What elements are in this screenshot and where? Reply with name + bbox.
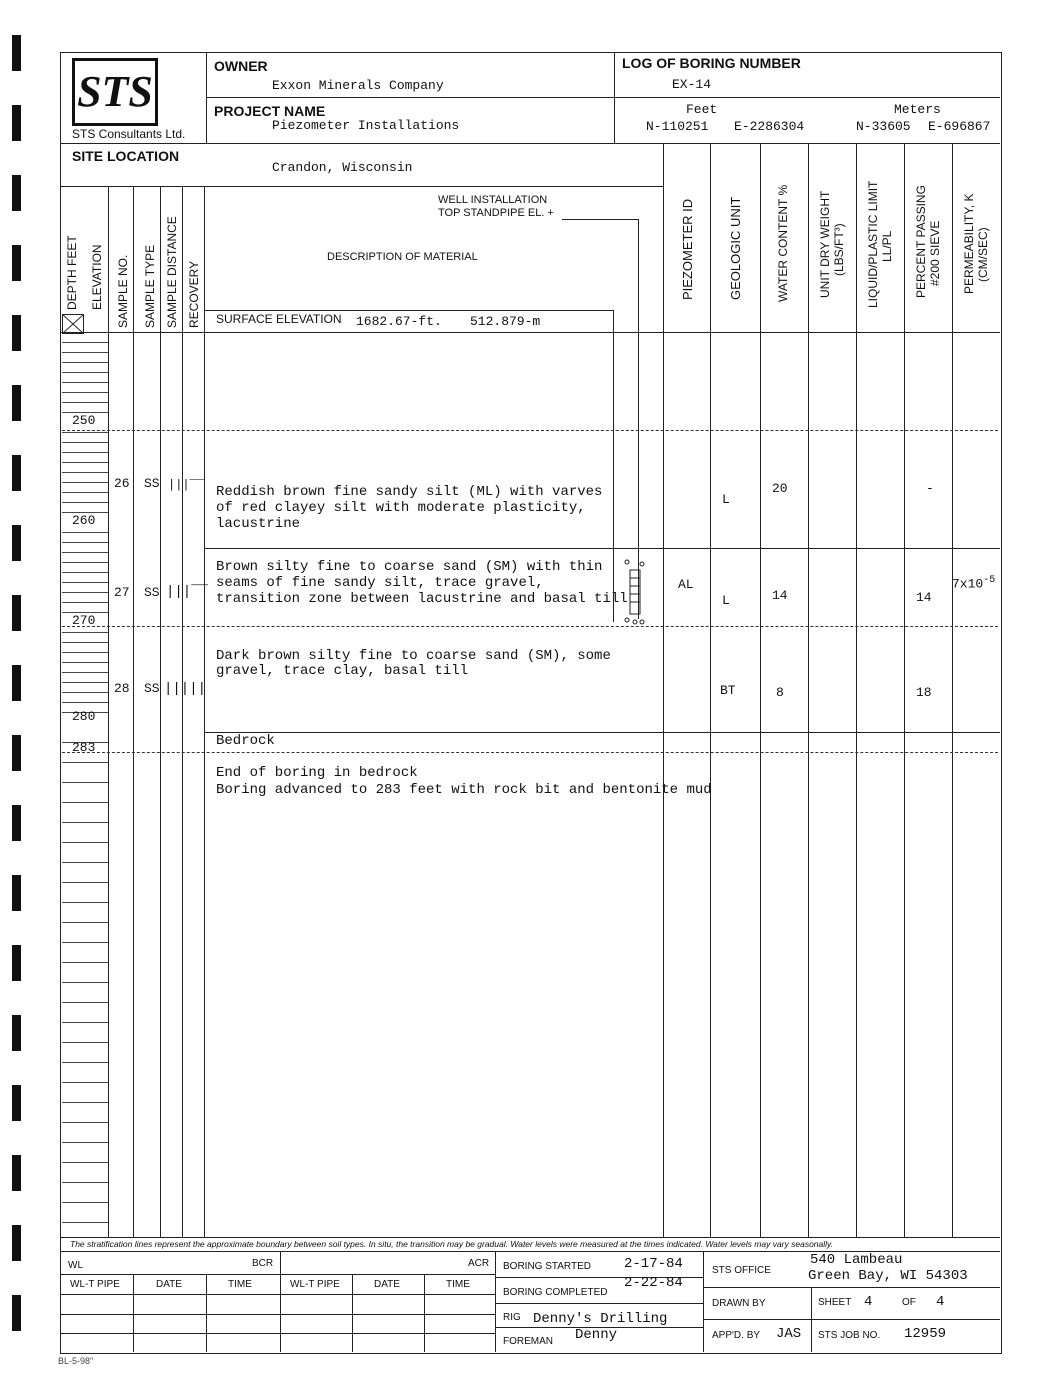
date-label-2: DATE	[374, 1279, 400, 1290]
col-depth: DEPTH FEET	[65, 235, 79, 310]
boring-completed-label: BORING COMPLETED	[503, 1287, 608, 1298]
col-permeability-2: (CM/SEC)	[976, 227, 990, 282]
depth-label-250: 250	[72, 413, 96, 428]
sample-27-unit: L	[722, 593, 730, 608]
sts-office-label: STS OFFICE	[712, 1265, 771, 1276]
sample-27-type: SS	[144, 585, 160, 600]
col-sample-type: SAMPLE TYPE	[143, 244, 157, 328]
appd-by-label: APP'D. BY	[712, 1330, 761, 1341]
owner-value: Exxon Minerals Company	[272, 78, 444, 93]
sample-26-desc-3: lacustrine	[216, 516, 301, 532]
depth-label-270: 270	[72, 613, 96, 628]
wl-pipe-label-1: WL-T PIPE	[70, 1279, 120, 1290]
meters-easting: E-696867	[928, 119, 991, 134]
sample-28-water: 8	[776, 685, 784, 700]
col-water-content: WATER CONTENT %	[776, 184, 790, 302]
col-description: DESCRIPTION OF MATERIAL	[327, 251, 478, 263]
col-liquid-limit-2: LL/PL	[880, 230, 894, 262]
col-elevation: ELEVATION	[90, 244, 104, 310]
foreman-value: Denny	[575, 1327, 618, 1343]
sample-27-water: 14	[772, 588, 788, 603]
sample-28-desc-1: Dark brown silty fine to coarse sand (SM), some	[216, 648, 611, 664]
feet-northing: N-110251	[646, 119, 709, 134]
col-liquid-limit-1: LIQUID/PLASTIC LIMIT	[866, 180, 880, 308]
boring-started-label: BORING STARTED	[503, 1261, 591, 1272]
surface-elevation-label: SURFACE ELEVATION	[216, 312, 342, 326]
meters-label: Meters	[894, 102, 941, 117]
sample-28-desc-2: gravel, trace clay, basal till	[216, 663, 469, 679]
sample-27-recovery-marks: |||‾‾	[166, 584, 209, 600]
well-screen-icon	[622, 556, 648, 628]
sample-26-recovery-marks: |||‾‾	[168, 478, 205, 492]
company-logo	[72, 58, 158, 126]
end-note-1: End of boring in bedrock	[216, 765, 418, 781]
rig-value: Denny's Drilling	[533, 1311, 668, 1327]
sts-office-line-2: Green Bay, WI 54303	[808, 1268, 968, 1284]
well-installation-label: WELL INSTALLATION	[438, 194, 548, 206]
depth-label-280: 280	[72, 709, 96, 724]
perm-value: 7x10	[952, 576, 984, 592]
sample-26-type: SS	[144, 476, 160, 491]
sample-28-recovery-marks: |||||	[164, 681, 207, 697]
top-standpipe-label: TOP STANDPIPE EL. +	[438, 207, 554, 219]
sample-28-type: SS	[144, 681, 160, 696]
form-frame	[60, 52, 1002, 1354]
col-geologic-unit: GEOLOGIC UNIT	[728, 196, 743, 300]
sample-27-desc-3: transition zone between lacustrine and basal till	[216, 591, 628, 607]
col-piezometer-id: PIEZOMETER ID	[680, 198, 695, 300]
project-label: PROJECT NAME	[214, 103, 326, 119]
sample-28-unit: BT	[720, 683, 736, 698]
foreman-label: FOREMAN	[503, 1336, 553, 1347]
site-value: Crandon, Wisconsin	[272, 160, 413, 175]
col-permeability-1: PERMEABILITY, K	[962, 193, 976, 294]
sample-27-desc-1: Brown silty fine to coarse sand (SM) with thin	[216, 559, 603, 575]
depth-label-283: 283	[72, 740, 96, 755]
col-sample-distance: SAMPLE DISTANCE	[165, 216, 179, 328]
meters-northing: N-33605	[856, 119, 911, 134]
col-sample-no: SAMPLE NO.	[116, 254, 130, 328]
boring-completed-value: 2-22-84	[624, 1275, 683, 1291]
drawn-by-label: DRAWN BY	[712, 1298, 766, 1309]
depth-label-260: 260	[72, 513, 96, 528]
date-label-1: DATE	[156, 1279, 182, 1290]
surface-elevation-meters: 512.879-m	[470, 314, 541, 329]
sample-27-no: 27	[114, 585, 130, 600]
wl-pipe-label-2: WL-T PIPE	[290, 1279, 340, 1290]
acr-label: ACR	[468, 1258, 490, 1269]
sample-27-passing: 14	[916, 590, 932, 605]
sheet-label: SHEET	[818, 1297, 852, 1308]
stratification-note: The stratification lines represent the approximate boundary between soil types. In situ, the transition may be gradual. Water levels were measured at the times indicated. Water levels may vary seasonally.	[70, 1239, 834, 1249]
sample-28-no: 28	[114, 681, 130, 696]
col-passing-2: #200 SIEVE	[928, 220, 942, 286]
col-recovery: RECOVERY	[187, 260, 201, 328]
site-label: SITE LOCATION	[72, 148, 180, 164]
of-value: 4	[936, 1294, 945, 1310]
sample-26-passing: -	[926, 481, 934, 496]
sample-27-desc-2: seams of fine sandy silt, trace gravel,	[216, 575, 544, 591]
logo-text: STS	[77, 67, 153, 116]
sample-27-piezometer: AL	[678, 577, 694, 592]
form-code: BL-5-98"	[58, 1356, 94, 1366]
sts-office-line-1: 540 Lambeau	[810, 1252, 903, 1268]
feet-easting: E-2286304	[734, 119, 805, 134]
rig-label: RIG	[503, 1312, 521, 1323]
sheet-value: 4	[864, 1294, 873, 1310]
boring-number: EX-14	[672, 77, 712, 92]
sample-26-desc-1: Reddish brown fine sandy silt (ML) with varves	[216, 484, 603, 500]
job-no-value: 12959	[904, 1326, 947, 1342]
boring-label: LOG OF BORING NUMBER	[622, 55, 801, 71]
appd-by-value: JAS	[776, 1326, 802, 1342]
feet-label: Feet	[686, 102, 718, 117]
wl-label: WL	[68, 1260, 83, 1271]
sample-27-permeability	[952, 575, 995, 591]
col-dry-weight-1: UNIT DRY WEIGHT	[818, 190, 832, 298]
sample-26-unit: L	[722, 492, 730, 507]
x-mark-icon	[63, 315, 83, 333]
company-name: STS Consultants Ltd.	[72, 127, 186, 141]
time-label-2: TIME	[446, 1279, 470, 1290]
col-passing-1: PERCENT PASSING	[914, 185, 928, 298]
sample-28-passing: 18	[916, 685, 932, 700]
project-value: Piezometer Installations	[272, 118, 460, 133]
depth-x-box	[62, 314, 84, 334]
bcr-label: BCR	[252, 1258, 274, 1269]
boring-started-value: 2-17-84	[624, 1256, 683, 1272]
sample-26-desc-2: of red clayey silt with moderate plasticity,	[216, 500, 586, 516]
time-label-1: TIME	[228, 1279, 252, 1290]
perm-exponent: -5	[983, 575, 996, 586]
job-no-label: STS JOB NO.	[818, 1330, 881, 1341]
sample-26-no: 26	[114, 476, 130, 491]
surface-elevation-feet: 1682.67-ft.	[356, 314, 442, 329]
end-note-2: Boring advanced to 283 feet with rock bit and bentonite mud	[216, 782, 712, 798]
bedrock-label: Bedrock	[216, 733, 275, 749]
sample-26-water: 20	[772, 481, 788, 496]
of-label: OF	[902, 1297, 916, 1308]
col-dry-weight-2: (LBS/FT³)	[832, 223, 846, 276]
owner-label: OWNER	[214, 58, 268, 74]
